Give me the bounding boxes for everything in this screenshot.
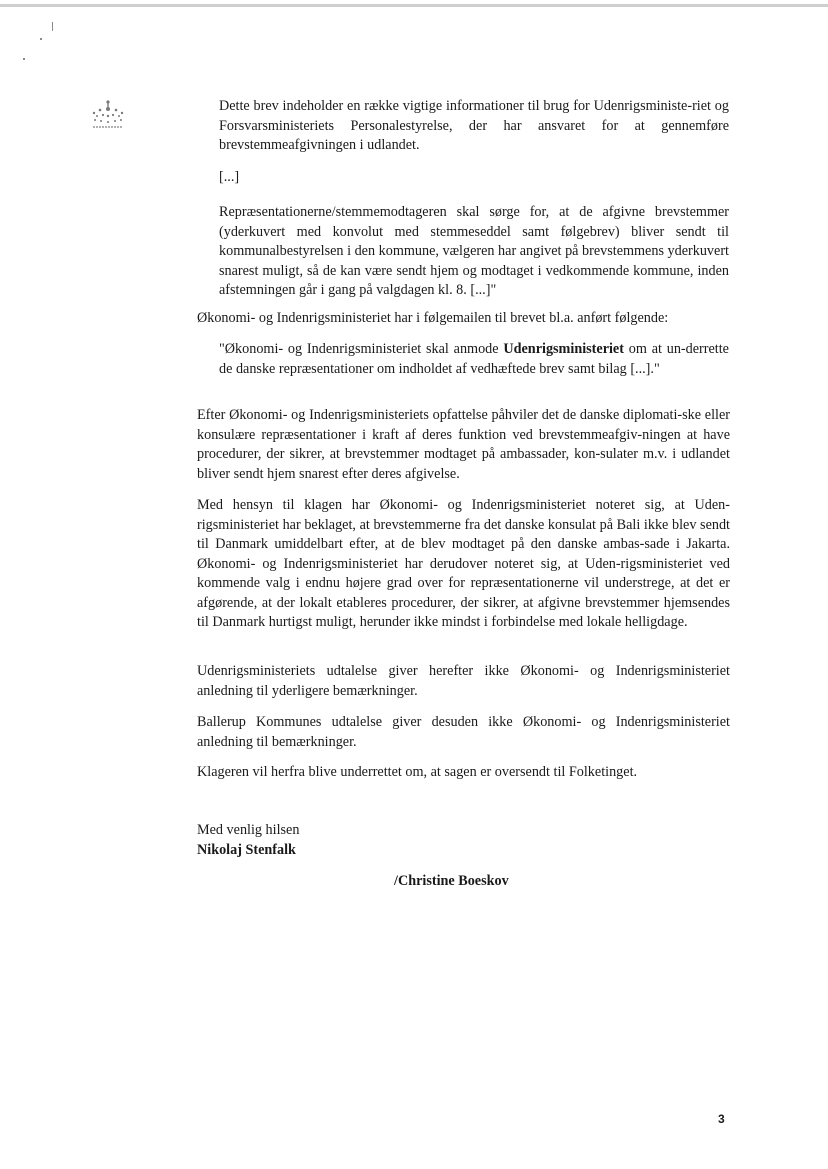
scan-speck (40, 38, 42, 40)
scan-speck (52, 22, 53, 31)
co-signer-name: /Christine Boeskov (394, 873, 509, 889)
signer-name: Nikolaj Stenfalk (197, 842, 296, 858)
quote-ellipsis: [...] (219, 169, 240, 185)
closing-greeting: Med venlig hilsen (197, 822, 300, 838)
quote-text: Repræsentationerne/stemmemodtageren skal sørge for, at de afgivne brevstemmer (yderkuvert med konvolut med stemmeseddel samt følgebrev) bliver sendt til kommunalbestyrelsen i den kommune, vælgeren har angivet på brevstemmens yderkuvert snarest muligt, så de kan være sendt hjem og modtaget i vedkommende kommune, inden afstemningen går i gang på valgdagen kl. 8. [...]" (219, 204, 729, 298)
body-paragraph: Ballerup Kommunes udtalelse giver desuden ikke Økonomi- og Indenrigsministeriet anledning til bemærkninger. (197, 714, 730, 750)
body-paragraph: Med hensyn til klagen har Økonomi- og Indenrigsministeriet noteret sig, at Uden-rigsministeriet har beklaget, at brevstemmerne fra det danske konsulat på Bali ikke blev sendt til Danmark umiddelbart efter, at de blev modtaget på den danske ambas-sade i Jakarta. Økonomi- og Indenrigsministeriet har derudover noteret sig, at Uden-rigsministeriet ved kommende valg i endnu højere grad over for repræsentationerne vil understrege, at det er afgørende, at der lokalt etableres procedurer, der sikrer, at afgivne brevstemmer hjemsendes til Danmark hurtigst muligt, herunder ikke mindst i forbindelse med lokale helligdage. (197, 497, 730, 630)
quote-bold-ministry: Udenrigsministeriet (503, 341, 624, 357)
quote-paragraph-3 (219, 340, 729, 379)
body-paragraph: Klageren vil herfra blive underrettet om, at sagen er oversendt til Folketinget. (197, 764, 638, 780)
body-paragraph: Udenrigsministeriets udtalelse giver herefter ikke Økonomi- og Indenrigsministeriet anledning til yderligere bemærkninger. (197, 663, 730, 699)
body-paragraph: Efter Økonomi- og Indenrigsministeriets opfattelse påhviler det de danske diplomati-ske eller konsulære repræsentationer i kraft af deres funktion ved brevstemmeafgiv-ningen at have procedurer, der sikrer, at brevstemmer modtaget på ambassader, kon-sulater m.v. i udlandet bliver sendt hjem snarest efter deres afgivelse. (197, 407, 730, 482)
quote-text: Dette brev indeholder en række vigtige informationer til brug for Udenrigsministe-riet og Forsvarsministeriets Personalestyrelse, der har ansvaret for at gennemføre brevstemmeafgivningen i udlandet. (219, 98, 729, 153)
quote-text-end: om at un-derrette de danske repræsentationer om indholdet af vedhæftede brev samt bilag [...]." (219, 341, 729, 377)
scan-speck (23, 58, 25, 60)
scan-edge-line (0, 4, 828, 7)
page-number: 3 (718, 1112, 725, 1126)
quote-text-start: "Økonomi- og Indenrigsministeriet skal anmode (219, 341, 504, 357)
quote-paragraph-2 (219, 203, 729, 301)
crown-icon (88, 99, 128, 133)
body-paragraph: Økonomi- og Indenrigsministeriet har i følgemailen til brevet bl.a. anført følgende: (197, 310, 669, 326)
quote-paragraph-1 (219, 97, 729, 156)
